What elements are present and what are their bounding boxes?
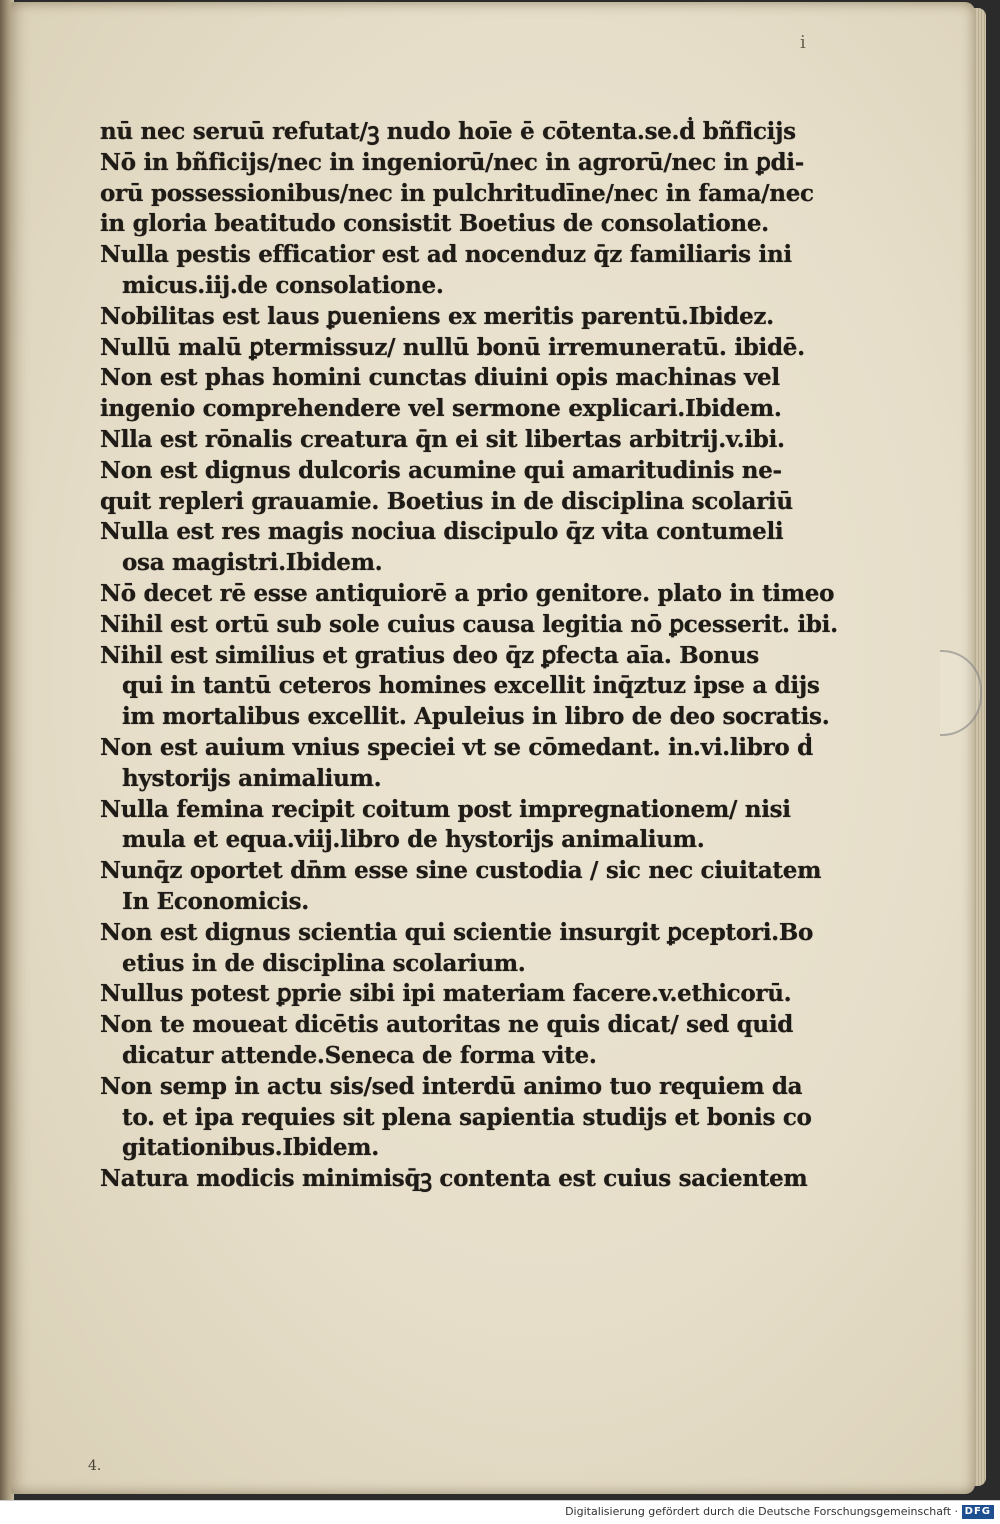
- text-line: Nihil est similius et gratius deo q̄z ꝑfecta aīa. Bonus: [100, 641, 759, 669]
- text-line: mula et equa.viij.libro de hystorijs animalium.: [122, 826, 705, 854]
- text-line: Non te moueat dicētis autoritas ne quis dicat/ sed quid: [100, 1011, 794, 1039]
- text-line: Nullus potest ꝑprie sibi ipi materiam facere.v.ethicorū.: [100, 980, 792, 1008]
- text-line: etius in de disciplina scolarium.: [122, 949, 526, 977]
- text-line: Nlla est rōnalis creatura q̄n ei sit libertas arbitrij.v.ibi.: [100, 425, 785, 453]
- text-line: in gloria beatitudo consistit Boetius de consolatione.: [100, 210, 769, 238]
- text-line: Natura modicis minimisq̄ꝫ contenta est cuius sacientem: [100, 1165, 808, 1193]
- text-line: Nunq̄z oportet dn̄m esse sine custodia / sic nec ciuitatem: [100, 857, 822, 885]
- footer-bar: [0, 1500, 1000, 1524]
- text-line: In Economicis.: [122, 887, 309, 915]
- dfg-logo-icon: DFG: [962, 1505, 994, 1519]
- text-line: Non semp in actu sis/sed interdū animo tuo requiem da: [100, 1072, 803, 1100]
- text-line: Nō in bñficijs/nec in ingeniorū/nec in agrorū/nec in ꝑdi-: [100, 148, 804, 176]
- text-line: Non est auium vnius speciei vt se cōmedant. in.vi.libro ḋ: [100, 733, 813, 761]
- text-line: orū possessionibus/nec in pulchritudīne/nec in fama/nec: [100, 179, 814, 207]
- text-line: Nobilitas est laus ꝑueniens ex meritis parentū.Ibidez.: [100, 302, 774, 330]
- text-block: [100, 117, 838, 1195]
- text-line: Nulla pestis efficatior est ad nocenduz q̄z familiaris ini: [100, 241, 792, 269]
- text-line: quit repleri grauamie. Boetius in de disciplina scolariū: [100, 487, 793, 515]
- folio-mark: i: [800, 32, 806, 53]
- text-line: Non est dignus scientia qui scientie insurgit ꝑceptori.Bo: [100, 918, 814, 946]
- margin-note: 4.: [88, 1458, 102, 1474]
- text-line: Non est dignus dulcoris acumine qui amaritudinis ne-: [100, 456, 782, 484]
- text-line: Non est phas homini cunctas diuini opis machinas vel: [100, 364, 780, 392]
- text-line: nū nec seruū refutat/ꝫ nudo hoīe ē cōtenta.se.ḋ bñficijs: [100, 118, 796, 145]
- text-line: micus.iij.de consolatione.: [122, 271, 444, 299]
- text-line: dicatur attende.Seneca de forma vite.: [122, 1041, 597, 1069]
- text-line: im mortalibus excellit. Apuleius in libro de deo socratis.: [122, 703, 830, 731]
- text-line: osa magistri.Ibidem.: [122, 549, 383, 577]
- text-line: qui in tantū ceteros homines excellit inq̄ztuz ipse a dijs: [122, 672, 820, 700]
- text-line: Nulla femina recipit coitum post impregnationem/ nisi: [100, 795, 791, 823]
- text-line: to. et ipa requies sit plena sapientia studijs et bonis co: [122, 1103, 812, 1131]
- text-line: gitationibus.Ibidem.: [122, 1134, 379, 1162]
- text-line: ingenio comprehendere vel sermone explicari.Ibidem.: [100, 395, 782, 423]
- footer-credit: Digitalisierung gefördert durch die Deutsche Forschungsgemeinschaft ·: [565, 1505, 958, 1518]
- text-line: Nō decet rē esse antiquiorē a prio genitore. plato in timeo: [100, 579, 835, 607]
- text-line: Nulla est res magis nociua discipulo q̄z vita contumeli: [100, 518, 784, 546]
- text-line: hystorijs animalium.: [122, 764, 382, 792]
- text-line: Nullū malū ꝑtermissuz/ nullū bonū irremuneratū. ibidē.: [100, 333, 805, 361]
- text-line: Nihil est ortū sub sole cuius causa legitia nō ꝑcesserit. ibi.: [100, 610, 838, 638]
